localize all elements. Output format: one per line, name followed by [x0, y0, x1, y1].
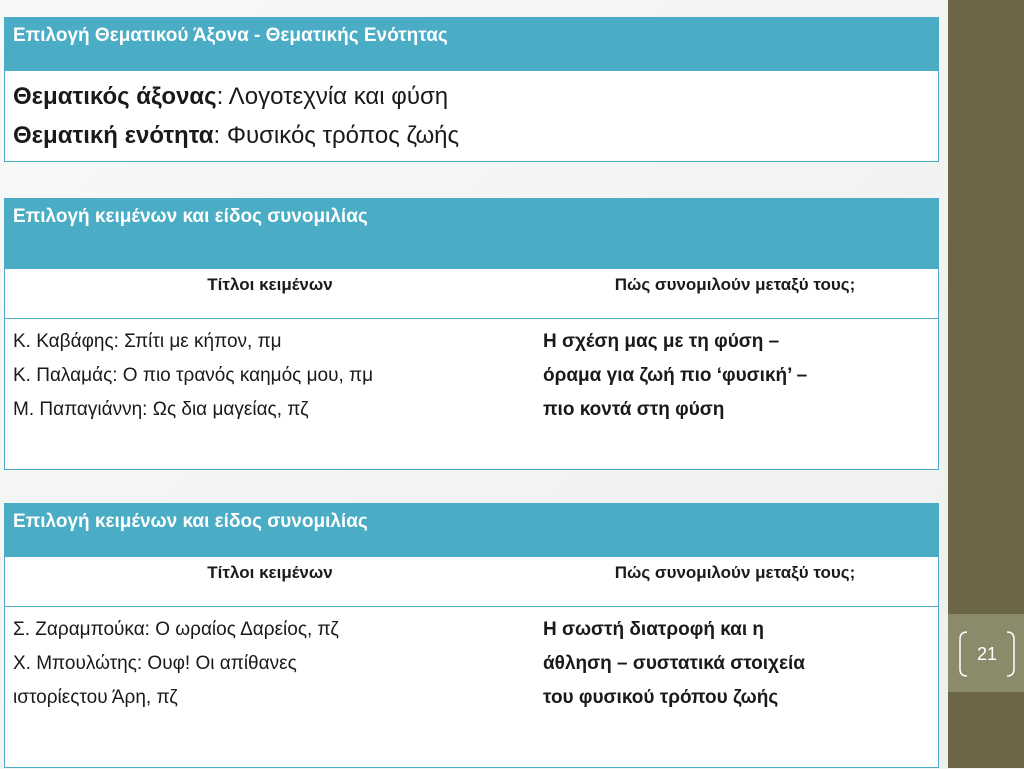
axis-line	[13, 77, 930, 116]
title-line: Σ. Ζαραμπούκα: Ο ωραίος Δαρείος, πζ	[13, 619, 339, 640]
title-line: ιστορίεςτου Άρη, πζ	[13, 687, 178, 708]
titles-cell	[13, 325, 533, 427]
page-number: 21	[976, 644, 998, 664]
dialogue-line: όραμα για ζωή πιο ‘φυσική’ –	[543, 365, 808, 386]
texts-table-1-column-headers	[5, 268, 938, 318]
dialogue-line: άθληση – συστατικά στοιχεία	[543, 653, 805, 674]
thematic-axis-header: Επιλογή Θεματικού Άξονα - Θεματικής Ενότητας	[5, 18, 938, 70]
texts-table-1-header: Επιλογή κειμένων και είδος συνομιλίας	[5, 199, 938, 268]
title-line: Κ. Καβάφης: Σπίτι με κήπον, πμ	[13, 331, 282, 352]
column-header-titles: Τίτλοι κειμένων	[207, 563, 333, 582]
page-number-frame	[957, 629, 1017, 679]
unit-value: : Φυσικός τρόπος ζωής	[213, 122, 460, 149]
unit-line	[13, 116, 930, 155]
axis-value: : Λογοτεχνία και φύση	[216, 83, 449, 110]
dialogue-line: Η σωστή διατροφή και η	[543, 619, 765, 640]
texts-table-1-body	[5, 318, 938, 469]
texts-table-2-column-headers	[5, 556, 938, 606]
dialogue-line: Η σχέση μας με τη φύση –	[543, 331, 780, 352]
dialogue-cell	[543, 325, 923, 427]
texts-table-2	[4, 503, 939, 768]
axis-label: Θεματικός άξονας	[13, 83, 217, 110]
thematic-axis-body	[5, 70, 938, 162]
unit-label: Θεματική ενότητα	[13, 122, 214, 149]
title-line: Κ. Παλαμάς: Ο πιο τρανός καημός μου, πμ	[13, 365, 374, 386]
texts-table-2-body	[5, 606, 938, 769]
dialogue-cell	[543, 613, 923, 715]
column-header-titles: Τίτλοι κειμένων	[207, 275, 333, 294]
title-line: Μ. Παπαγιάννη: Ως δια μαγείας, πζ	[13, 399, 309, 420]
title-line: Χ. Μπουλώτης: Ουφ! Οι απίθανες	[13, 653, 297, 674]
thematic-axis-table	[4, 17, 939, 162]
titles-cell	[13, 613, 533, 715]
column-header-dialogue: Πώς συνομιλούν μεταξύ τους;	[614, 563, 856, 582]
dialogue-line: του φυσικού τρόπου ζωής	[543, 687, 779, 708]
texts-table-2-header: Επιλογή κειμένων και είδος συνομιλίας	[5, 504, 938, 556]
texts-table-1	[4, 198, 939, 470]
column-header-dialogue: Πώς συνομιλούν μεταξύ τους;	[614, 275, 856, 294]
dialogue-line: πιο κοντά στη φύση	[543, 399, 725, 420]
